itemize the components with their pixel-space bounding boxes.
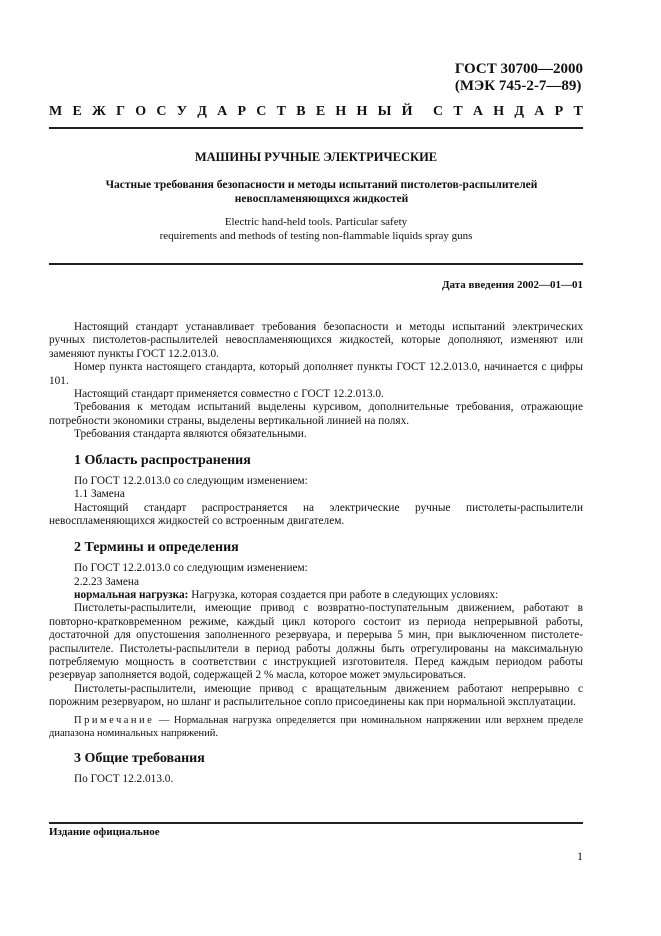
banner-letter: Н — [335, 104, 347, 119]
section-heading: 3 Общие требования — [74, 750, 205, 766]
paragraph: Настоящий стандарт устанавливает требования безопасности и методы испытаний электрических ручных пистолетов-распылителей невоспламеняющихся жидкостей, которые дополняют, изменяют или заменяют пункты ГОСТ 12.2.013.0. — [49, 321, 583, 360]
paragraph: По ГОСТ 12.2.013.0 со следующим изменением: — [74, 475, 308, 488]
paragraph: Пистолеты-распылители, имеющие привод с вращательным движением работают непрерывно с порожним резервуаром, но шланг и распылительное сопло присоединены как при нормальной эксплуатации. — [49, 682, 583, 709]
paragraph: 2.2.23 Замена — [74, 575, 139, 588]
banner-letter: О — [135, 104, 147, 119]
banner-letter: А — [534, 104, 545, 119]
english-title — [49, 215, 583, 243]
note — [49, 714, 583, 740]
header-rule — [49, 127, 583, 129]
banner-letter: Ж — [92, 104, 106, 119]
footer-rule — [49, 822, 583, 824]
iec-number: (МЭК 745-2-7—89) — [454, 78, 582, 94]
note-label: Примечание — [74, 714, 155, 726]
paragraph: Номер пункта настоящего стандарта, который дополняет пункты ГОСТ 12.2.013.0, начинается с цифры 101. — [49, 361, 583, 387]
banner-letter: Н — [356, 104, 368, 119]
banner-letter: Ы — [377, 104, 392, 119]
banner-letter: Т — [573, 104, 583, 119]
section-heading: 1 Область распространения — [74, 452, 251, 468]
english-title-line: requirements and methods of testing non-flammable liquids spray guns — [159, 230, 473, 242]
banner-letter: Т — [276, 104, 286, 119]
note-text: — Нормальная нагрузка определяется при номинальном напряжении или верхнем пределе диапазона номинальных напряжений. — [49, 714, 583, 739]
paragraph: Настоящий стандарт распространяется на электрические ручные пистолеты-распылители невоспламеняющихся жидкостей со встроенным двигателем. — [49, 501, 583, 528]
banner-letter: Е — [72, 104, 82, 119]
section-heading: 2 Термины и определения — [74, 539, 239, 555]
page-number: 1 — [577, 849, 583, 863]
banner-letter: У — [176, 104, 188, 119]
paragraph: По ГОСТ 12.2.013.0 со следующим изменением: — [74, 562, 308, 575]
subtitle-line: Частные требования безопасности и методы испытаний пистолетов-распылителей — [105, 179, 538, 191]
document-title: МАШИНЫ РУЧНЫЕ ЭЛЕКТРИЧЕСКИЕ — [194, 150, 438, 164]
paragraph: Требования к методам испытаний выделены курсивом, дополнительные требования, отражающие потребности экономики страны, выделены вертикальной линией на полях. — [49, 401, 583, 427]
gost-number-block — [455, 61, 583, 95]
document-body — [49, 321, 583, 786]
banner-letter: Г — [116, 104, 126, 119]
banner-letter: Е — [315, 104, 326, 119]
paragraph: Требования стандарта являются обязательными. — [74, 428, 307, 441]
banner-letter: Й — [401, 104, 413, 119]
term-text: Нагрузка, которая создается при работе в следующих условиях: — [188, 588, 499, 601]
interstate-standard-banner — [49, 104, 583, 120]
document-subtitle — [60, 178, 583, 206]
term-definition — [49, 589, 583, 602]
paragraph: Пистолеты-распылители, имеющие привод с возвратно-поступательным движением, работают в повторно-кратковременном режиме, каждый цикл которого состоит из периода непрерывной работы, достаточной для опустошения заполненного резервуара, и перерыва 5 мин, при выключенном пистолете-распылителе. Пистолеты-распылители в период работы должны быть отрегулированы на максимальную потребляемую мощность в соответствии с инструкцией изготовителя. Перед каждым периодом работы резервуар заполняется водой, содержащей 2 % масла, которое может эмульсироваться. — [49, 602, 583, 682]
term: нормальная нагрузка: — [74, 588, 189, 601]
banner-letter: С — [156, 104, 167, 119]
banner-letter: А — [472, 104, 484, 119]
banner-letter: Р — [554, 104, 564, 119]
banner-letter: С — [432, 104, 444, 119]
banner-letter: С — [256, 104, 267, 119]
subtitle-line: невоспламеняющихся жидкостей — [234, 193, 409, 205]
banner-letter: А — [217, 104, 228, 119]
banner-letter: В — [296, 104, 306, 119]
title-rule — [49, 263, 583, 265]
banner-letter: Д — [514, 104, 525, 119]
paragraph: 1.1 Замена — [74, 488, 125, 501]
banner-letter: Д — [197, 104, 207, 119]
paragraph: Настоящий стандарт применяется совместно с ГОСТ 12.2.013.0. — [74, 388, 384, 401]
banner-letter: Р — [237, 104, 247, 119]
gost-number: ГОСТ 30700—2000 — [454, 61, 583, 77]
official-edition-label: Издание официальное — [49, 826, 160, 838]
banner-letter: Н — [493, 104, 505, 119]
banner-letter: М — [49, 104, 63, 119]
banner-letter: Т — [453, 104, 463, 119]
introduction-date: Дата введения 2002—01—01 — [441, 279, 583, 291]
english-title-line: Electric hand-held tools. Particular safety — [224, 216, 408, 228]
paragraph: По ГОСТ 12.2.013.0. — [74, 772, 174, 785]
